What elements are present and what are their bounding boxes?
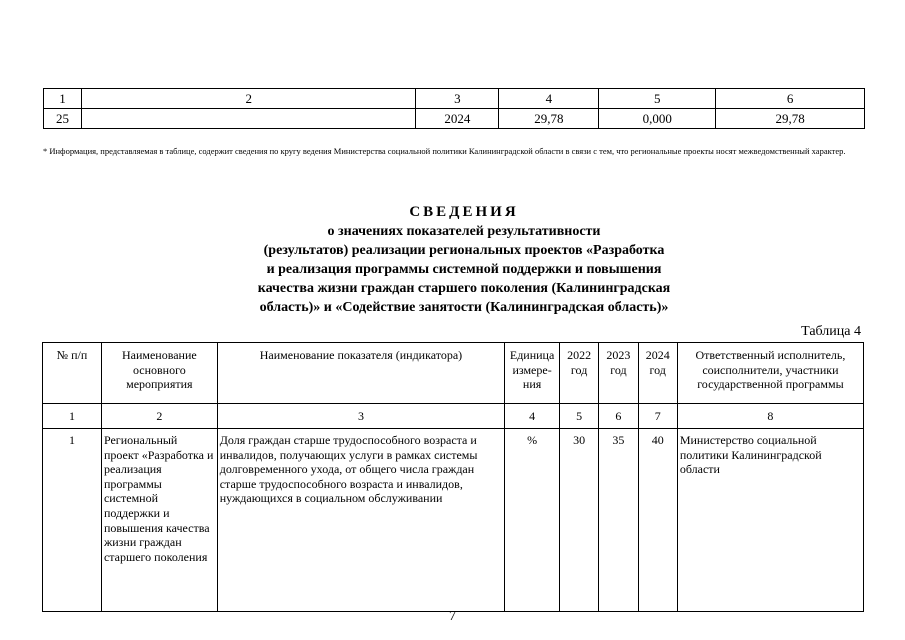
title-line: (результатов) реализации региональных проектов «Разработка	[263, 243, 665, 258]
number-cell: 2	[101, 404, 217, 429]
title-line: область)» и «Содействие занятости (Калининградская область)»	[259, 300, 669, 315]
document-title	[200, 203, 728, 317]
top-cell: 3	[416, 89, 499, 109]
row-2023: 35	[599, 429, 638, 612]
number-cell: 4	[505, 404, 560, 429]
top-cell	[81, 109, 416, 129]
main-table	[42, 342, 864, 612]
row-responsible: Министерство социальной политики Калининградской области	[677, 429, 863, 612]
main-table-header-row	[43, 343, 864, 404]
top-cell: 29,78	[499, 109, 599, 129]
header-cell-2024: 2024 год	[638, 343, 677, 404]
header-cell-responsible: Ответственный исполнитель, соисполнители, участники государственной программы	[677, 343, 863, 404]
top-table	[43, 88, 865, 129]
main-table-number-row	[43, 404, 864, 429]
table-row	[43, 429, 864, 612]
row-event: Региональный проект «Разработка и реализация программы системной поддержки и повышения качества жизни граждан старшего поколения	[101, 429, 217, 612]
table-label: Таблица 4	[801, 324, 861, 339]
number-cell: 7	[638, 404, 677, 429]
header-cell-unit: Единица измере-ния	[505, 343, 560, 404]
row-2022: 30	[559, 429, 598, 612]
row-num: 1	[43, 429, 102, 612]
footnote: * Информация, представляемая в таблице, содержит сведения по кругу ведения Министерства социальной политики Калининградской области в связи с тем, что региональные проекты носят межведомственный характер.	[43, 146, 846, 156]
title-line: и реализация программы системной поддержки и повышения	[266, 262, 662, 277]
top-cell: 6	[716, 89, 865, 109]
title-head: СВЕДЕНИЯ	[409, 204, 519, 220]
number-cell: 1	[43, 404, 102, 429]
row-indicator: Доля граждан старше трудоспособного возраста и инвалидов, получающих услуги в рамках системы долговременного ухода, от общего числа граждан старше трудоспособного возраста и инвалидов, нуждающихся в социальном обслуживании	[217, 429, 504, 612]
top-table-row	[44, 109, 865, 129]
top-cell: 25	[44, 109, 82, 129]
number-cell: 8	[677, 404, 863, 429]
header-cell-indicator: Наименование показателя (индикатора)	[217, 343, 504, 404]
number-cell: 5	[559, 404, 598, 429]
top-cell: 2	[81, 89, 416, 109]
header-cell-2023: 2023 год	[599, 343, 638, 404]
top-cell: 2024	[416, 109, 499, 129]
page-number: 7	[449, 609, 456, 624]
number-cell: 6	[599, 404, 638, 429]
top-cell: 5	[599, 89, 716, 109]
header-cell-event: Наименование основного мероприятия	[101, 343, 217, 404]
top-cell: 0,000	[599, 109, 716, 129]
header-cell-2022: 2022 год	[559, 343, 598, 404]
title-line: качества жизни граждан старшего поколения (Калининградская	[257, 281, 671, 296]
top-table-header-row	[44, 89, 865, 109]
number-cell: 3	[217, 404, 504, 429]
top-cell: 4	[499, 89, 599, 109]
row-unit: %	[505, 429, 560, 612]
header-cell-num: № п/п	[43, 343, 102, 404]
top-cell: 29,78	[716, 109, 865, 129]
title-line: о значениях показателей результативности	[327, 224, 601, 239]
top-cell: 1	[44, 89, 82, 109]
row-2024: 40	[638, 429, 677, 612]
